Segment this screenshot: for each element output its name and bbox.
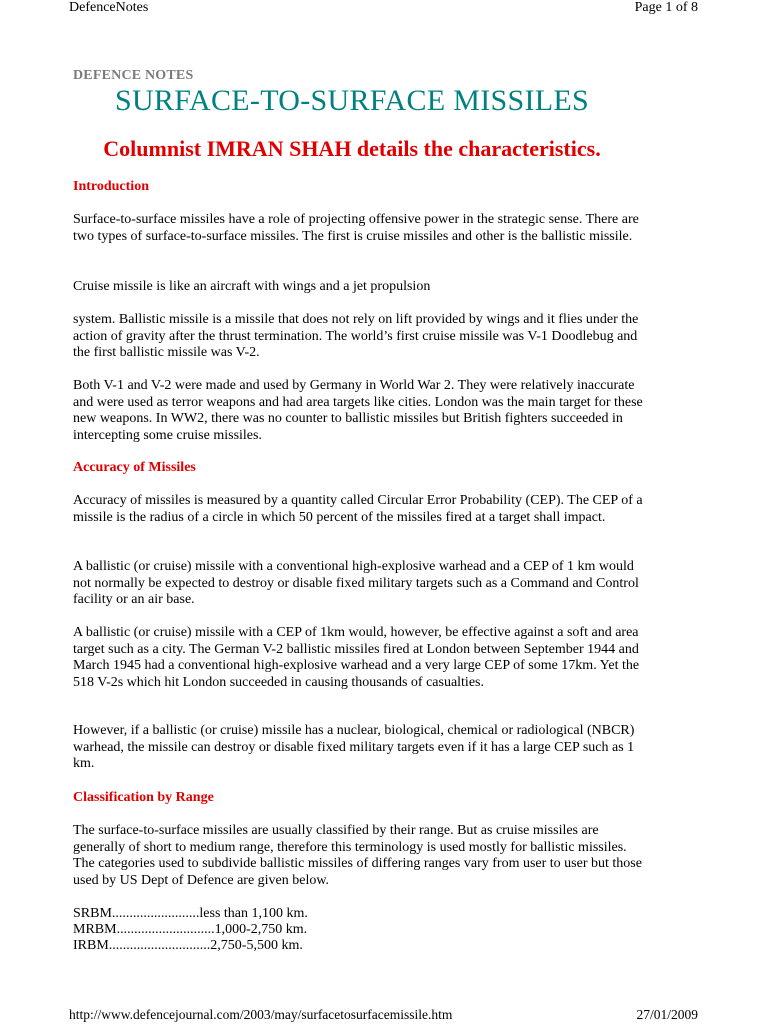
source-url: http://www.defencejournal.com/2003/may/surfacetosurfacemissile.htm (69, 1007, 453, 1022)
paragraph: The surface-to-surface missiles are usually classified by their range. But as cruise missiles are generally of short to medium range, therefore this terminology is used mostly for ballistic missiles. The categories used to subdivide ballistic missiles of differing ranges vary from user to user but those used by US Dept of Defence are given below. (73, 823, 642, 888)
paragraph: Cruise missile is like an aircraft with wings and a jet propulsion (73, 279, 431, 294)
article-subtitle: Columnist IMRAN SHAH details the characteristics. (103, 136, 601, 161)
page-number: Page 1 of 8 (634, 0, 698, 15)
paragraph: Surface-to-surface missiles have a role of projecting offensive power in the strategic sense. There are two types of surface-to-surface missiles. The first is cruise missiles and other is the ballistic missile. (73, 212, 639, 244)
page-header-site: DefenceNotes (69, 0, 149, 15)
paragraph: system. Ballistic missile is a missile that does not rely on lift provided by wings and it flies under the action of gravity after the thrust termination. The world’s first cruise missile was V-1 Doodlebug and the first ballistic missile was V-2. (73, 312, 639, 360)
section-label: DEFENCE NOTES (73, 68, 194, 83)
range-row-irbm: IRBM.............................2,750-5,500 km. (73, 938, 303, 953)
paragraph: However, if a ballistic (or cruise) missile has a nuclear, biological, chemical or radiological (NBCR) warhead, the missile can destroy or disable fixed military targets even if it has a large CEP such as 1 km. (73, 723, 635, 771)
heading-classification: Classification by Range (73, 790, 214, 805)
paragraph: A ballistic (or cruise) missile with a conventional high-explosive warhead and a CEP of 1 km would not normally be expected to destroy or disable fixed military targets such as a Command and Control facility or an air base. (73, 559, 639, 607)
paragraph: Both V-1 and V-2 were made and used by Germany in World War 2. They were relatively inaccurate and were used as terror weapons and had area targets like cities. London was the main target for these new weapons. In WW2, there was no counter to ballistic missiles but British fighters succeeded in intercepting some cruise missiles. (73, 378, 643, 443)
paragraph: A ballistic (or cruise) missile with a CEP of 1km would, however, be effective against a soft and area target such as a city. The German V-2 ballistic missiles fired at London between September 1944 and March 1945 had a conventional high-explosive warhead and a very large CEP of some 17km. Yet the 518 V-2s which hit London succeeded in causing thousands of casualties. (73, 625, 640, 690)
print-date: 27/01/2009 (636, 1007, 698, 1022)
paragraph: Accuracy of missiles is measured by a quantity called Circular Error Probability (CEP). The CEP of a missile is the radius of a circle in which 50 percent of the missiles fired at a target shall impact. (73, 493, 643, 525)
heading-introduction: Introduction (73, 179, 149, 194)
range-row-srbm: SRBM.........................less than 1,100 km. (73, 906, 308, 921)
article-title: SURFACE-TO-SURFACE MISSILES (114, 84, 590, 117)
range-row-mrbm: MRBM............................1,000-2,750 km. (73, 922, 308, 937)
heading-accuracy: Accuracy of Missiles (73, 460, 196, 475)
